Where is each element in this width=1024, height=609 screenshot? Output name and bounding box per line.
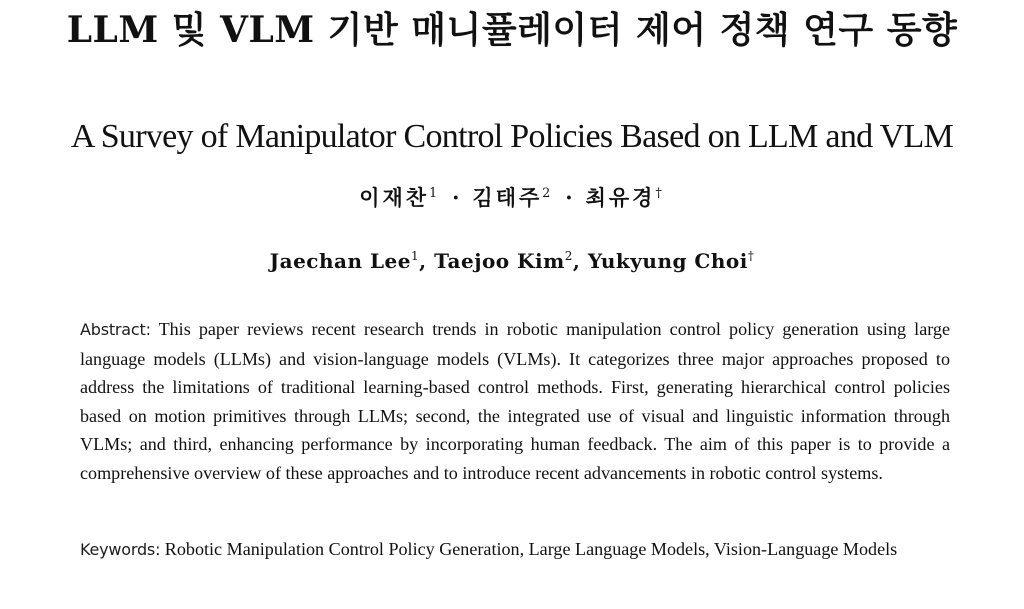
korean-author-2: 김태주 bbox=[472, 185, 543, 210]
korean-author-1-affiliation: 1 bbox=[429, 184, 441, 200]
keywords bbox=[80, 537, 950, 562]
abstract-label: Abstract: bbox=[80, 320, 151, 339]
korean-author-2-affiliation: 2 bbox=[542, 184, 554, 200]
keywords-text: Robotic Manipulation Control Policy Generation, Large Language Models, Vision-Language Models bbox=[164, 539, 898, 559]
author-separator: · bbox=[452, 185, 463, 210]
english-author-3-affiliation: † bbox=[747, 249, 755, 264]
english-author-list bbox=[0, 249, 1024, 273]
author-comma: , bbox=[572, 249, 588, 273]
abstract-text: This paper reviews recent research trends in robotic manipulation control policy generation using large language models (LLMs) and vision-language models (VLMs). It categorizes three major approaches proposed to address the limitations of traditional learning-based control methods. First, generating hierarchical control policies based on motion primitives through LLMs; second, the integrated use of visual and linguistic information through VLMs; and third, enhancing performance by incorporating human feedback. The aim of this paper is to provide a comprehensive overview of these approaches and to introduce recent advancements in robotic control systems. bbox=[80, 319, 950, 483]
korean-author-3-affiliation: † bbox=[655, 184, 665, 200]
english-author-2: Taejoo Kim bbox=[434, 249, 565, 273]
author-comma: , bbox=[419, 249, 435, 273]
keywords-label: Keywords: bbox=[80, 540, 161, 559]
english-author-1-affiliation: 1 bbox=[411, 249, 420, 264]
korean-author-3: 최유경 bbox=[585, 185, 656, 210]
english-author-1: Jaechan Lee bbox=[269, 249, 411, 273]
author-separator: · bbox=[565, 185, 576, 210]
english-author-2-affiliation: 2 bbox=[564, 249, 573, 264]
korean-title: LLM 및 VLM 기반 매니퓰레이터 제어 정책 연구 동향 bbox=[66, 9, 958, 51]
abstract bbox=[80, 315, 950, 488]
korean-author-1: 이재찬 bbox=[359, 185, 430, 210]
korean-author-list bbox=[0, 182, 1024, 212]
english-author-3: Yukyung Choi bbox=[587, 249, 748, 273]
english-title: A Survey of Manipulator Control Policies Based on LLM and VLM bbox=[70, 118, 954, 155]
